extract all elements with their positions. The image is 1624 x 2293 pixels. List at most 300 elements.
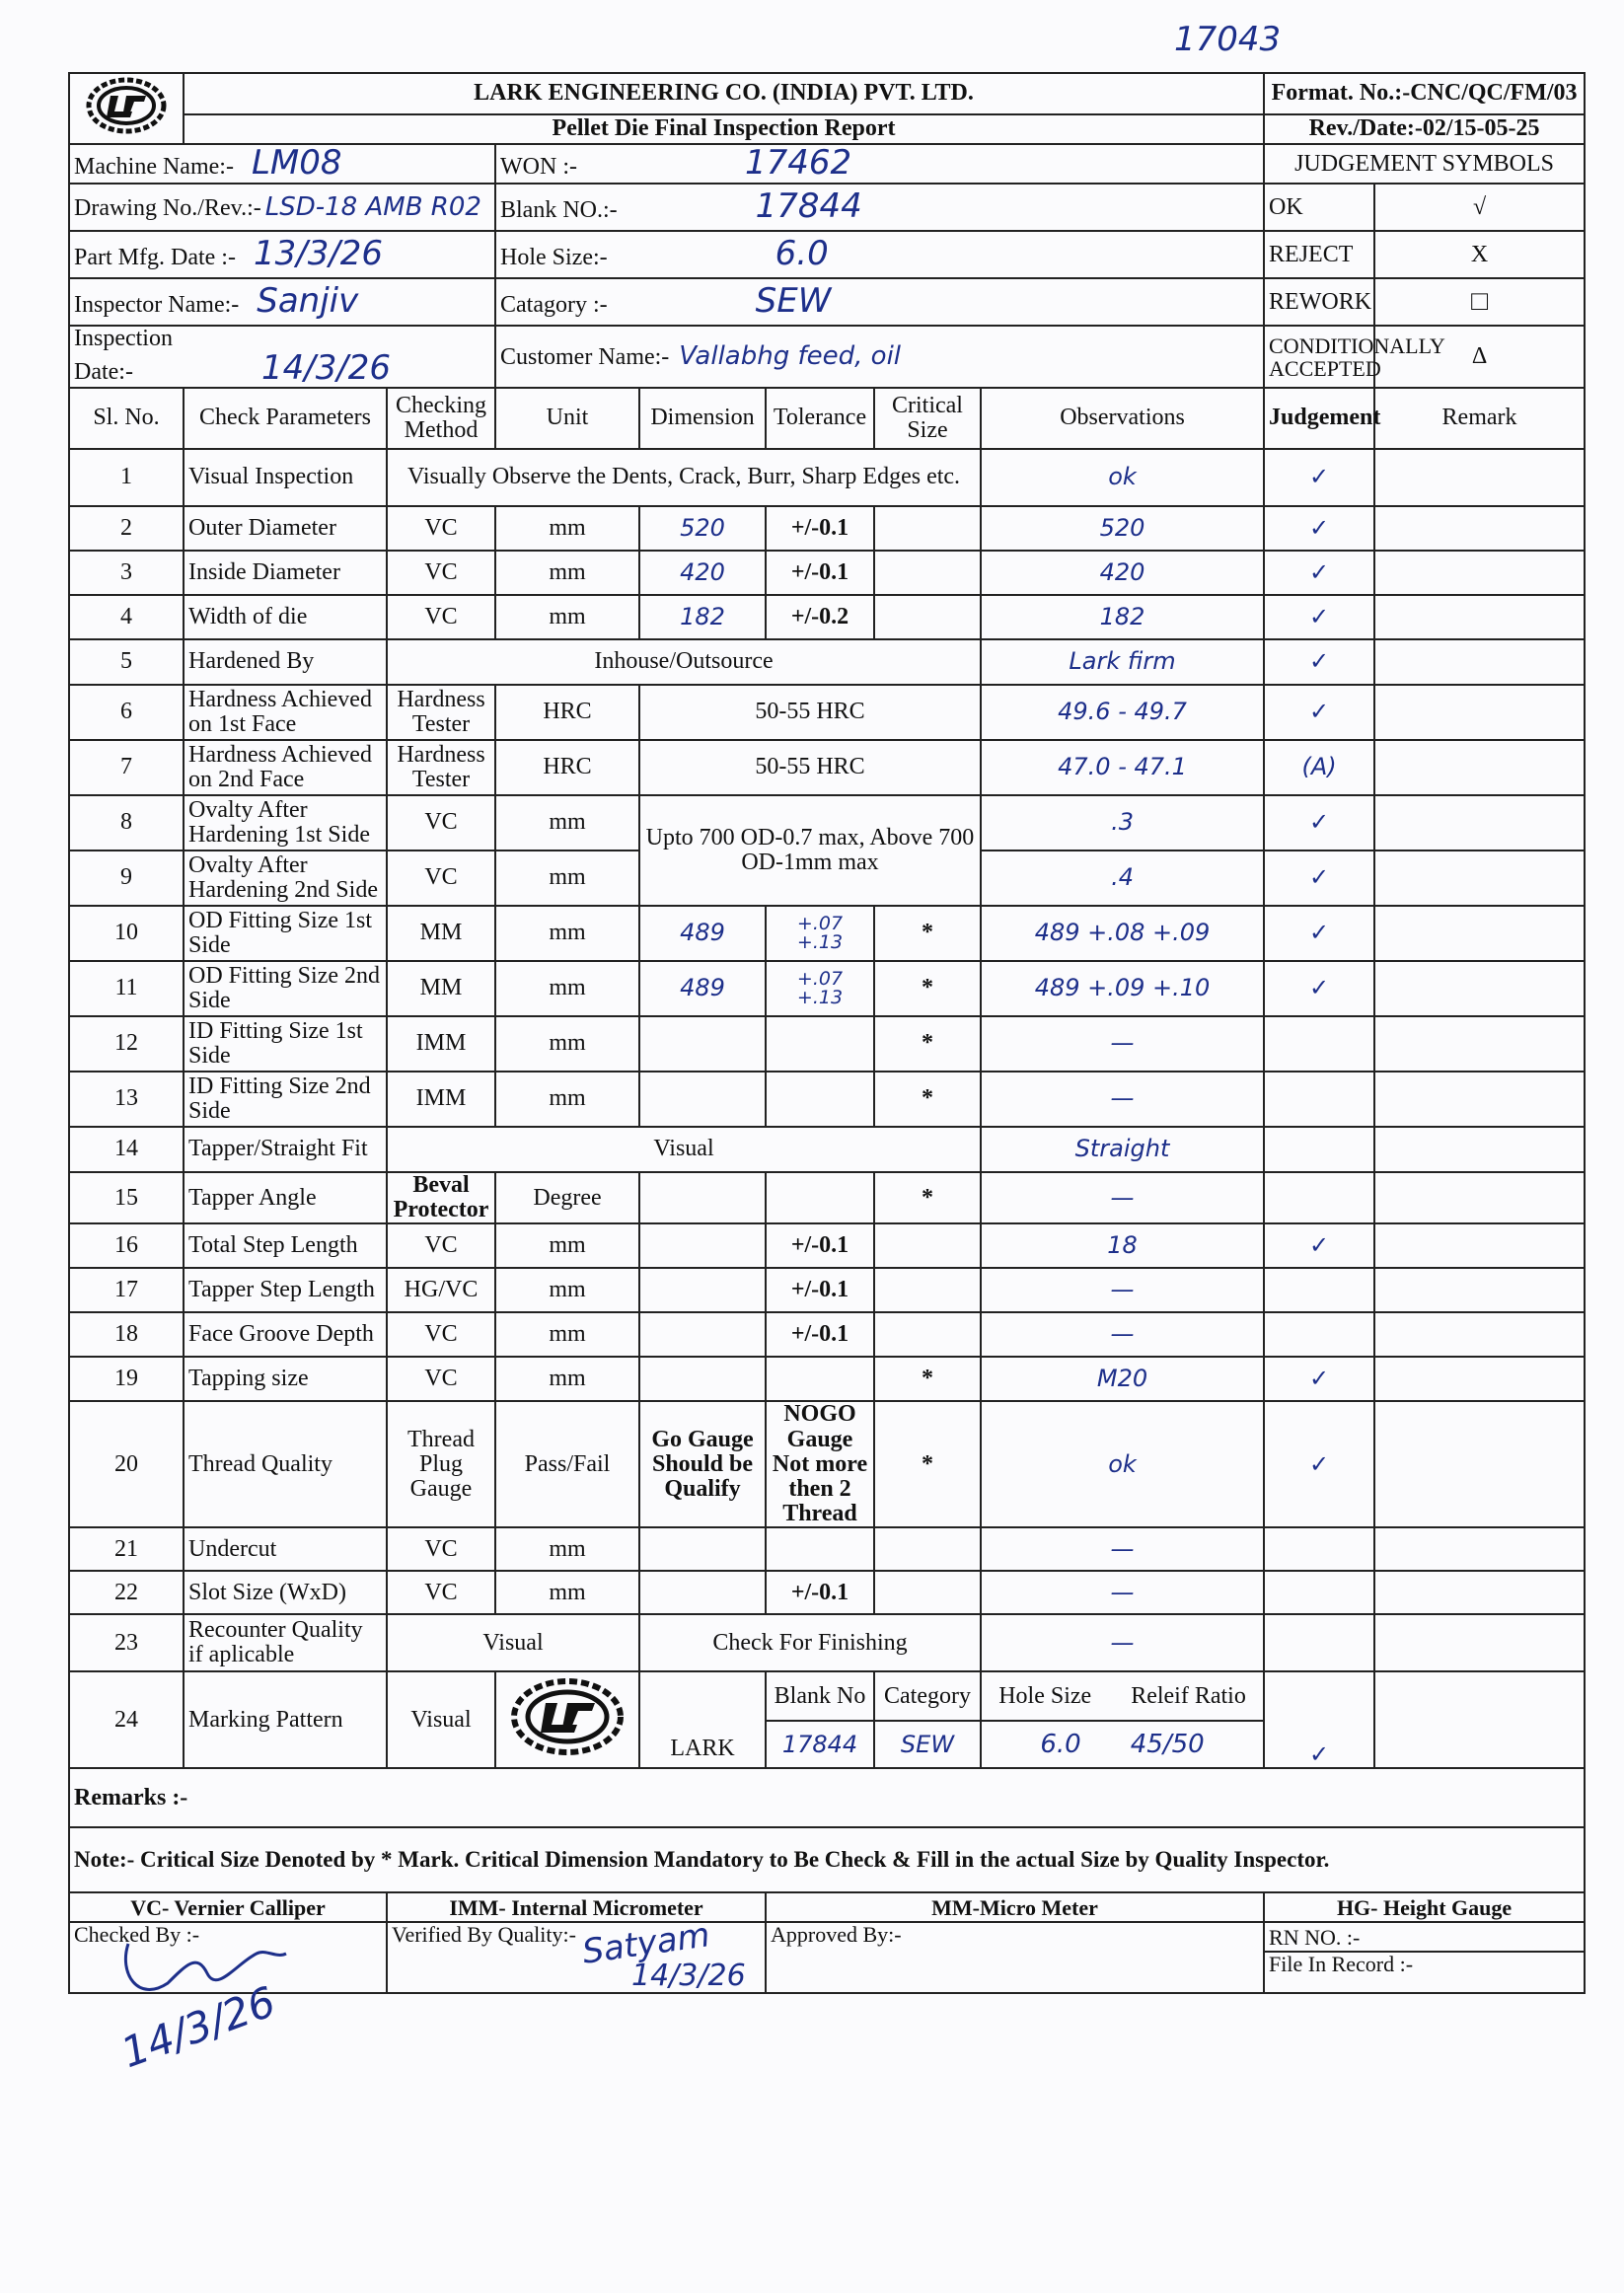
marking-lark-text: LARK	[639, 1671, 766, 1768]
row-method: VC	[387, 1571, 495, 1614]
row-dimension	[639, 1223, 766, 1268]
row-tolerance	[766, 1527, 874, 1571]
row-parameter: Ovalty After Hardening 1st Side	[184, 795, 387, 851]
row-unit: mm	[495, 906, 639, 961]
marking-relief-value: 45/50	[1130, 1729, 1205, 1759]
row-method: VC	[387, 1312, 495, 1357]
hole-size-field	[495, 231, 1264, 278]
row-dimension: 520	[639, 506, 766, 551]
table-row	[69, 1223, 1585, 1268]
tolerance-upper: +.07	[796, 968, 844, 991]
row-method: Visually Observe the Dents, Crack, Burr, Sharp Edges etc.	[387, 449, 981, 506]
row-unit: mm	[495, 795, 639, 851]
company-logo	[69, 73, 184, 144]
row-judgement: ✓	[1264, 1671, 1374, 1768]
marking-hole-relief-header	[981, 1671, 1264, 1721]
row-judgement: ✓	[1264, 506, 1374, 551]
row-sl: 6	[69, 685, 184, 740]
row-method: VC	[387, 551, 495, 595]
revision-date: Rev./Date:-02/15-05-25	[1264, 114, 1585, 145]
ok-label: OK	[1264, 184, 1374, 231]
legend-mm: MM-Micro Meter	[766, 1892, 1264, 1922]
row-method: VC	[387, 851, 495, 906]
table-row	[69, 1312, 1585, 1357]
row-dimension: Check For Finishing	[639, 1614, 981, 1671]
row-parameter: Face Groove Depth	[184, 1312, 387, 1357]
inspector-name-field	[69, 278, 495, 326]
row-judgement: ✓	[1264, 595, 1374, 639]
verified-by-field: Verified By Quality:-	[387, 1922, 766, 1993]
conditionally-accepted-symbol: Δ	[1374, 326, 1585, 388]
row-judgement	[1264, 1527, 1374, 1571]
mfg-date-label: Part Mfg. Date :-	[74, 245, 236, 271]
customer-name-value: Vallabhg feed, oil	[679, 340, 902, 371]
marking-hole-relief-values	[981, 1721, 1264, 1768]
row-parameter: ID Fitting Size 2nd Side	[184, 1072, 387, 1127]
row-observation: —	[981, 1172, 1264, 1223]
rn-no-field: RN NO. :-	[1264, 1922, 1585, 1952]
row-dimension: Go Gauge Should be Qualify	[639, 1401, 766, 1527]
row-critical	[874, 1312, 981, 1357]
col-checking-method: Checking Method	[387, 388, 495, 449]
marking-category-value: SEW	[874, 1721, 981, 1768]
row-judgement: ✓	[1264, 449, 1374, 506]
row-method: IMM	[387, 1072, 495, 1127]
row-unit: mm	[495, 1268, 639, 1312]
marking-blank-value: 17844	[766, 1721, 874, 1768]
row-method: Inhouse/Outsource	[387, 639, 981, 685]
row-sl: 3	[69, 551, 184, 595]
top-reference-number: 17043	[1174, 20, 1282, 59]
legend-vc: VC- Vernier Calliper	[69, 1892, 387, 1922]
row-critical: *	[874, 961, 981, 1016]
row-parameter: Inside Diameter	[184, 551, 387, 595]
table-row	[69, 1127, 1585, 1172]
drawing-no-value: LSD-18 AMB R02	[264, 191, 481, 222]
row-remark	[1374, 1072, 1585, 1127]
marking-blank-header: Blank No	[766, 1671, 874, 1721]
row-remark	[1374, 1527, 1585, 1571]
row-unit: mm	[495, 595, 639, 639]
row-critical	[874, 595, 981, 639]
tolerance-upper: +.07	[796, 913, 844, 935]
blank-no-value: 17844	[755, 186, 862, 227]
table-row	[69, 961, 1585, 1016]
row-unit: mm	[495, 506, 639, 551]
file-in-record-field: File In Record :-	[1264, 1952, 1585, 1993]
row-method: VC	[387, 595, 495, 639]
marking-category-header: Category	[874, 1671, 981, 1721]
rework-symbol: □	[1374, 278, 1585, 326]
hole-size-label: Hole Size:-	[500, 245, 608, 271]
row-parameter: Outer Diameter	[184, 506, 387, 551]
won-value: 17462	[744, 143, 852, 184]
inspector-name-value: Sanjiv	[257, 281, 359, 322]
row-sl: 13	[69, 1072, 184, 1127]
row-method: VC	[387, 1223, 495, 1268]
row-parameter: Slot Size (WxD)	[184, 1571, 387, 1614]
hole-size-value: 6.0	[775, 234, 829, 274]
marking-hole-header: Hole Size	[998, 1682, 1092, 1709]
judgement-symbols-title: JUDGEMENT SYMBOLS	[1264, 144, 1585, 184]
row-judgement: ✓	[1264, 795, 1374, 851]
row-parameter: Recounter Quality if aplicable	[184, 1614, 387, 1671]
row-judgement	[1264, 1268, 1374, 1312]
row-critical	[874, 1268, 981, 1312]
table-row	[69, 595, 1585, 639]
row-method: Hardness Tester	[387, 740, 495, 795]
marking-hole-value: 6.0	[1040, 1729, 1081, 1759]
row-judgement	[1264, 1614, 1374, 1671]
row-remark	[1374, 906, 1585, 961]
row-unit: mm	[495, 961, 639, 1016]
row-method: Visual	[387, 1127, 981, 1172]
row-judgement: ✓	[1264, 961, 1374, 1016]
row-critical: *	[874, 1401, 981, 1527]
row-method: Beval Protector	[387, 1172, 495, 1223]
table-row	[69, 639, 1585, 685]
row-tolerance: +/-0.1	[766, 1571, 874, 1614]
row-remark	[1374, 685, 1585, 740]
table-row	[69, 1571, 1585, 1614]
table-row	[69, 1016, 1585, 1072]
row-judgement: ✓	[1264, 639, 1374, 685]
row-method: Visual	[387, 1614, 639, 1671]
row-observation: 520	[981, 506, 1264, 551]
row-sl: 4	[69, 595, 184, 639]
row-critical	[874, 1223, 981, 1268]
row-parameter: Ovalty After Hardening 2nd Side	[184, 851, 387, 906]
row-observation: .3	[981, 795, 1264, 851]
col-observations: Observations	[981, 388, 1264, 449]
row-observation: —	[981, 1614, 1264, 1671]
inspector-name-label: Inspector Name:-	[74, 292, 240, 319]
inspection-date-value: 14/3/26	[260, 348, 392, 389]
row-method: VC	[387, 1357, 495, 1401]
row-method: Thread Plug Gauge	[387, 1401, 495, 1527]
row-remark	[1374, 551, 1585, 595]
row-tolerance	[766, 906, 874, 961]
row-remark	[1374, 1571, 1585, 1614]
row-method: VC	[387, 506, 495, 551]
verified-by-signature: Satyam	[579, 1915, 712, 1972]
won-field	[495, 144, 1264, 184]
row-observation: .4	[981, 851, 1264, 906]
machine-name-field	[69, 144, 495, 184]
row-sl: 10	[69, 906, 184, 961]
row-dimension: 50-55 HRC	[639, 685, 981, 740]
row-dimension	[639, 1072, 766, 1127]
report-title: Pellet Die Final Inspection Report	[184, 114, 1264, 145]
row-sl: 19	[69, 1357, 184, 1401]
table-row	[69, 1172, 1585, 1223]
row-observation: 49.6 - 49.7	[981, 685, 1264, 740]
row-remark	[1374, 449, 1585, 506]
table-row	[69, 1614, 1585, 1671]
row-unit: mm	[495, 1016, 639, 1072]
row-dimension: 420	[639, 551, 766, 595]
row-observation: ok	[981, 449, 1264, 506]
row-sl: 17	[69, 1268, 184, 1312]
row-sl: 15	[69, 1172, 184, 1223]
row-method: VC	[387, 795, 495, 851]
table-row	[69, 1401, 1585, 1527]
checked-by-field: Checked By :-	[69, 1922, 387, 1993]
table-row	[69, 506, 1585, 551]
row-method: MM	[387, 961, 495, 1016]
row-critical	[874, 1571, 981, 1614]
row-unit: mm	[495, 1072, 639, 1127]
rework-label: REWORK	[1264, 278, 1374, 326]
row-parameter: Hardened By	[184, 639, 387, 685]
row-tolerance: +/-0.1	[766, 506, 874, 551]
row-remark	[1374, 1614, 1585, 1671]
row-observation: —	[981, 1571, 1264, 1614]
reject-symbol: X	[1374, 231, 1585, 278]
row-judgement	[1264, 1127, 1374, 1172]
critical-size-note: Note:- Critical Size Denoted by * Mark. Critical Dimension Mandatory to Be Check & Fill in the actual Size by Quality Inspector.	[69, 1827, 1585, 1892]
row-sl: 20	[69, 1401, 184, 1527]
row-judgement	[1264, 1016, 1374, 1072]
row-sl: 7	[69, 740, 184, 795]
row-observation: 420	[981, 551, 1264, 595]
row-dimension	[639, 1172, 766, 1223]
row-dimension: 489	[639, 906, 766, 961]
legend-hg: HG- Height Gauge	[1264, 1892, 1585, 1922]
row-critical	[874, 551, 981, 595]
table-row	[69, 740, 1585, 795]
col-judgement: Judgement	[1264, 388, 1374, 449]
row-sl: 14	[69, 1127, 184, 1172]
lark-logo-icon	[83, 74, 170, 137]
row-tolerance	[766, 1016, 874, 1072]
row-sl: 22	[69, 1571, 184, 1614]
blank-no-label: Blank NO.:-	[500, 197, 618, 224]
reject-label: REJECT	[1264, 231, 1374, 278]
row-unit: mm	[495, 551, 639, 595]
row-unit: mm	[495, 1223, 639, 1268]
row-judgement	[1264, 1312, 1374, 1357]
row-method: HG/VC	[387, 1268, 495, 1312]
table-row	[69, 1357, 1585, 1401]
row-observation: 489 +.09 +.10	[981, 961, 1264, 1016]
row-tolerance: +/-0.2	[766, 595, 874, 639]
col-sl-no: Sl. No.	[69, 388, 184, 449]
row-tolerance	[766, 961, 874, 1016]
row-tolerance: NOGO Gauge Not more then 2 Thread	[766, 1401, 874, 1527]
table-row	[69, 551, 1585, 595]
legend-imm: IMM- Internal Micrometer	[387, 1892, 766, 1922]
row-observation: M20	[981, 1357, 1264, 1401]
row-remark	[1374, 740, 1585, 795]
drawing-no-label: Drawing No./Rev.:-	[74, 194, 261, 221]
row-remark	[1374, 1172, 1585, 1223]
row-judgement: ✓	[1264, 685, 1374, 740]
row-judgement: ✓	[1264, 851, 1374, 906]
marking-pattern-row	[69, 1671, 1585, 1721]
row-tolerance: +/-0.1	[766, 1312, 874, 1357]
customer-name-field	[495, 326, 1264, 388]
inspection-date-field	[69, 326, 495, 388]
row-observation: —	[981, 1268, 1264, 1312]
table-row	[69, 795, 1585, 851]
row-unit: mm	[495, 1571, 639, 1614]
row-sl: 9	[69, 851, 184, 906]
row-judgement: ✓	[1264, 906, 1374, 961]
row-remark	[1374, 851, 1585, 906]
row-parameter: Undercut	[184, 1527, 387, 1571]
row-remark	[1374, 1357, 1585, 1401]
company-name: LARK ENGINEERING CO. (INDIA) PVT. LTD.	[184, 73, 1264, 114]
row-observation: 182	[981, 595, 1264, 639]
row-parameter: Hardness Achieved on 2nd Face	[184, 740, 387, 795]
row-dimension	[639, 1268, 766, 1312]
row-observation: 489 +.08 +.09	[981, 906, 1264, 961]
row-observation: —	[981, 1072, 1264, 1127]
row-dimension	[639, 1527, 766, 1571]
row-observation: Straight	[981, 1127, 1264, 1172]
row-sl: 12	[69, 1016, 184, 1072]
marking-logo	[495, 1671, 639, 1768]
row-critical: *	[874, 1016, 981, 1072]
row-critical: *	[874, 1172, 981, 1223]
row-observation: —	[981, 1016, 1264, 1072]
row-remark	[1374, 639, 1585, 685]
row-tolerance: +/-0.1	[766, 1223, 874, 1268]
row-parameter: Visual Inspection	[184, 449, 387, 506]
row-unit: HRC	[495, 740, 639, 795]
marking-relief-header: Releif Ratio	[1131, 1682, 1246, 1709]
category-label: Catagory :-	[500, 292, 608, 319]
row-parameter: Thread Quality	[184, 1401, 387, 1527]
row-parameter: Width of die	[184, 595, 387, 639]
mfg-date-value: 13/3/26	[253, 234, 384, 274]
row-dimension	[639, 1571, 766, 1614]
conditionally-accepted-label: CONDITIONALLY ACCEPTED	[1264, 326, 1374, 388]
row-dimension: 489	[639, 961, 766, 1016]
table-row	[69, 449, 1585, 506]
row-method: Hardness Tester	[387, 685, 495, 740]
row-parameter: Tapper/Straight Fit	[184, 1127, 387, 1172]
row-dimension	[639, 1357, 766, 1401]
ok-symbol: √	[1374, 184, 1585, 231]
row-judgement: ✓	[1264, 1401, 1374, 1527]
row-judgement	[1264, 1571, 1374, 1614]
machine-name-value: LM08	[251, 143, 342, 184]
mfg-date-field	[69, 231, 495, 278]
table-row	[69, 906, 1585, 961]
row-sl: 18	[69, 1312, 184, 1357]
row-remark	[1374, 1016, 1585, 1072]
row-judgement	[1264, 1072, 1374, 1127]
col-check-parameters: Check Parameters	[184, 388, 387, 449]
row-critical: *	[874, 1072, 981, 1127]
col-critical-size: Critical Size	[874, 388, 981, 449]
row-unit: mm	[495, 851, 639, 906]
approved-by-field: Approved By:-	[766, 1922, 1264, 1993]
row-unit: mm	[495, 1312, 639, 1357]
row-sl: 2	[69, 506, 184, 551]
row-unit: Degree	[495, 1172, 639, 1223]
row-method: MM	[387, 906, 495, 961]
row-tolerance	[766, 1172, 874, 1223]
row-parameter: Marking Pattern	[184, 1671, 387, 1768]
won-label: WON :-	[500, 154, 577, 181]
row-tolerance	[766, 1357, 874, 1401]
row-sl: 1	[69, 449, 184, 506]
drawing-no-field	[69, 184, 495, 231]
row-observation: ok	[981, 1401, 1264, 1527]
row-sl: 21	[69, 1527, 184, 1571]
row-tolerance: +/-0.1	[766, 551, 874, 595]
row-parameter: ID Fitting Size 1st Side	[184, 1016, 387, 1072]
row-remark	[1374, 961, 1585, 1016]
customer-name-label: Customer Name:-	[500, 343, 670, 370]
row-unit: mm	[495, 1527, 639, 1571]
tolerance-lower: +.13	[796, 987, 844, 1009]
col-tolerance: Tolerance	[766, 388, 874, 449]
row-unit: HRC	[495, 685, 639, 740]
row-sl: 5	[69, 639, 184, 685]
row-unit: Pass/Fail	[495, 1401, 639, 1527]
format-number: Format. No.:-CNC/QC/FM/03	[1264, 73, 1585, 114]
row-dimension	[639, 1016, 766, 1072]
row-remark	[1374, 1312, 1585, 1357]
row-critical: *	[874, 1357, 981, 1401]
row-observation: Lark firm	[981, 639, 1264, 685]
inspection-date-label: Inspection Date:-	[74, 326, 173, 386]
row-sl: 24	[69, 1671, 184, 1768]
row-sl: 23	[69, 1614, 184, 1671]
row-remark	[1374, 795, 1585, 851]
row-parameter: Total Step Length	[184, 1223, 387, 1268]
row-tolerance	[766, 1072, 874, 1127]
row-sl: 8	[69, 795, 184, 851]
row-judgement: ✓	[1264, 551, 1374, 595]
row-unit: mm	[495, 1357, 639, 1401]
machine-name-label: Machine Name:-	[74, 154, 234, 181]
row-remark	[1374, 1223, 1585, 1268]
row-parameter: OD Fitting Size 2nd Side	[184, 961, 387, 1016]
table-row	[69, 685, 1585, 740]
row-critical	[874, 506, 981, 551]
row-dimension: Upto 700 OD-0.7 max, Above 700 OD-1mm max	[639, 795, 981, 906]
category-field	[495, 278, 1264, 326]
row-remark	[1374, 595, 1585, 639]
row-method: IMM	[387, 1016, 495, 1072]
row-judgement: ✓	[1264, 1223, 1374, 1268]
row-judgement: (A)	[1264, 740, 1374, 795]
row-judgement: ✓	[1264, 1357, 1374, 1401]
table-row	[69, 1527, 1585, 1571]
row-remark	[1374, 1127, 1585, 1172]
row-tolerance: +/-0.1	[766, 1268, 874, 1312]
row-dimension: 50-55 HRC	[639, 740, 981, 795]
col-dimension: Dimension	[639, 388, 766, 449]
verified-by-date: 14/3/26	[631, 1959, 746, 1993]
row-judgement	[1264, 1172, 1374, 1223]
blank-no-field	[495, 184, 1264, 231]
col-remark: Remark	[1374, 388, 1585, 449]
row-observation: 18	[981, 1223, 1264, 1268]
row-parameter: Hardness Achieved on 1st Face	[184, 685, 387, 740]
row-remark	[1374, 506, 1585, 551]
checked-by-date: 14/3/26	[114, 1976, 282, 2078]
row-critical	[874, 1527, 981, 1571]
row-sl: 16	[69, 1223, 184, 1268]
row-observation: —	[981, 1527, 1264, 1571]
row-dimension: 182	[639, 595, 766, 639]
